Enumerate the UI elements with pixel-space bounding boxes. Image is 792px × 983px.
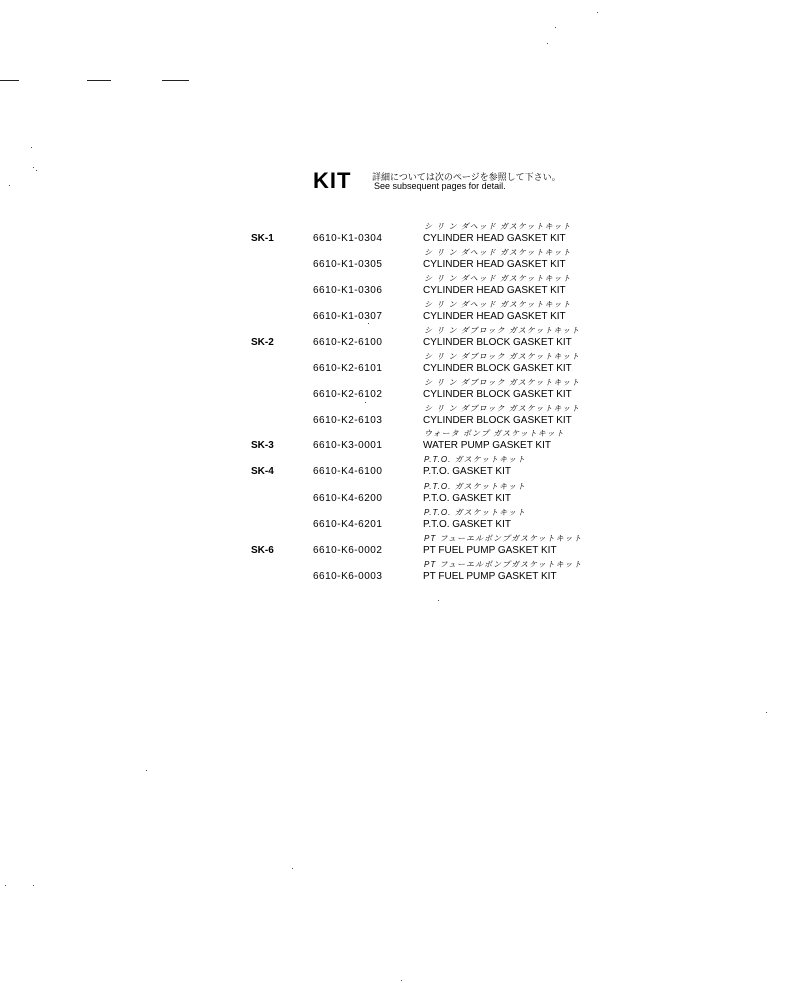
group-code: SK-4 xyxy=(251,466,274,477)
scan-speck xyxy=(555,27,556,28)
description-japanese: シ リ ン ダブロック ガスケットキット xyxy=(424,378,581,387)
part-number: 6610-K4-6100 xyxy=(313,466,383,477)
description-english: CYLINDER HEAD GASKET KIT xyxy=(423,259,566,270)
description-japanese: シ リ ン ダヘッド ガスケットキット xyxy=(424,248,572,257)
description-japanese: シ リ ン ダブロック ガスケットキット xyxy=(424,352,581,361)
scan-speck xyxy=(766,712,767,713)
scan-speck xyxy=(36,170,37,171)
description-english: WATER PUMP GASKET KIT xyxy=(423,440,551,451)
group-code: SK-6 xyxy=(251,545,274,556)
scan-speck xyxy=(292,868,293,869)
kit-row xyxy=(0,273,792,299)
kit-row xyxy=(0,507,792,533)
kit-row xyxy=(0,454,792,480)
scan-speck xyxy=(5,885,6,886)
description-japanese: シ リ ン ダヘッド ガスケットキット xyxy=(424,300,572,309)
kit-row xyxy=(0,299,792,325)
part-number: 6610-K4-6201 xyxy=(313,519,383,530)
scan-speck xyxy=(33,885,34,886)
description-english: P.T.O. GASKET KIT xyxy=(423,466,511,477)
part-number: 6610-K2-6102 xyxy=(313,389,383,400)
description-japanese: PT フューエルポンプガスケットキット xyxy=(424,534,583,543)
scan-speck xyxy=(597,12,598,13)
scan-rule-2 xyxy=(87,80,111,81)
part-number: 6610-K1-0304 xyxy=(313,233,383,244)
page-title: KIT xyxy=(313,168,352,193)
description-english: P.T.O. GASKET KIT xyxy=(423,493,511,504)
description-english: CYLINDER BLOCK GASKET KIT xyxy=(423,337,572,348)
description-english: CYLINDER BLOCK GASKET KIT xyxy=(423,389,572,400)
scan-speck xyxy=(401,980,402,981)
description-english: P.T.O. GASKET KIT xyxy=(423,519,511,530)
scan-rule-1 xyxy=(0,80,19,81)
scan-speck xyxy=(438,600,439,601)
scan-rule-3 xyxy=(162,80,189,81)
part-number: 6610-K1-0305 xyxy=(313,259,383,270)
part-number: 6610-K2-6103 xyxy=(313,415,383,426)
group-code: SK-3 xyxy=(251,440,274,451)
kit-row xyxy=(0,351,792,377)
part-number: 6610-K4-6200 xyxy=(313,493,383,504)
header-note-english: See subsequent pages for detail. xyxy=(374,181,506,191)
description-english: CYLINDER HEAD GASKET KIT xyxy=(423,233,566,244)
description-english: CYLINDER BLOCK GASKET KIT xyxy=(423,363,572,374)
part-number: 6610-K1-0306 xyxy=(313,285,383,296)
description-japanese: P.T.O. ガスケットキット xyxy=(424,482,527,491)
scan-speck xyxy=(9,185,10,186)
kit-row xyxy=(0,325,792,351)
part-number: 6610-K2-6101 xyxy=(313,363,383,374)
kit-row xyxy=(0,428,792,454)
description-japanese: シ リ ン ダブロック ガスケットキット xyxy=(424,326,581,335)
description-english: PT FUEL PUMP GASKET KIT xyxy=(423,545,557,556)
description-japanese: シ リ ン ダヘッド ガスケットキット xyxy=(424,274,572,283)
description-japanese: P.T.O. ガスケットキット xyxy=(424,455,527,464)
kit-row xyxy=(0,247,792,273)
part-number: 6610-K6-0003 xyxy=(313,571,383,582)
description-english: CYLINDER HEAD GASKET KIT xyxy=(423,311,566,322)
scan-speck xyxy=(547,43,548,44)
kit-row xyxy=(0,533,792,559)
kit-row xyxy=(0,403,792,429)
part-number: 6610-K1-0307 xyxy=(313,311,383,322)
kit-row xyxy=(0,559,792,585)
description-japanese: P.T.O. ガスケットキット xyxy=(424,508,527,517)
description-english: CYLINDER HEAD GASKET KIT xyxy=(423,285,566,296)
description-japanese: ウォータ ポンプ ガスケットキット xyxy=(424,429,565,438)
description-japanese: シ リ ン ダヘッド ガスケットキット xyxy=(424,222,572,231)
part-number: 6610-K6-0002 xyxy=(313,545,383,556)
kit-row xyxy=(0,221,792,247)
group-code: SK-2 xyxy=(251,337,274,348)
description-english: CYLINDER BLOCK GASKET KIT xyxy=(423,415,572,426)
kit-row xyxy=(0,481,792,507)
description-english: PT FUEL PUMP GASKET KIT xyxy=(423,571,557,582)
scan-speck xyxy=(146,770,147,771)
scan-speck xyxy=(31,147,32,148)
scan-speck xyxy=(33,167,34,168)
description-japanese: PT フューエルポンプガスケットキット xyxy=(424,560,583,569)
part-number: 6610-K3-0001 xyxy=(313,440,383,451)
group-code: SK-1 xyxy=(251,233,274,244)
part-number: 6610-K2-6100 xyxy=(313,337,383,348)
header-note-japanese: 詳細については次のページを参照して下さい。 xyxy=(372,172,561,182)
description-japanese: シ リ ン ダブロック ガスケットキット xyxy=(424,404,581,413)
kit-row xyxy=(0,377,792,403)
